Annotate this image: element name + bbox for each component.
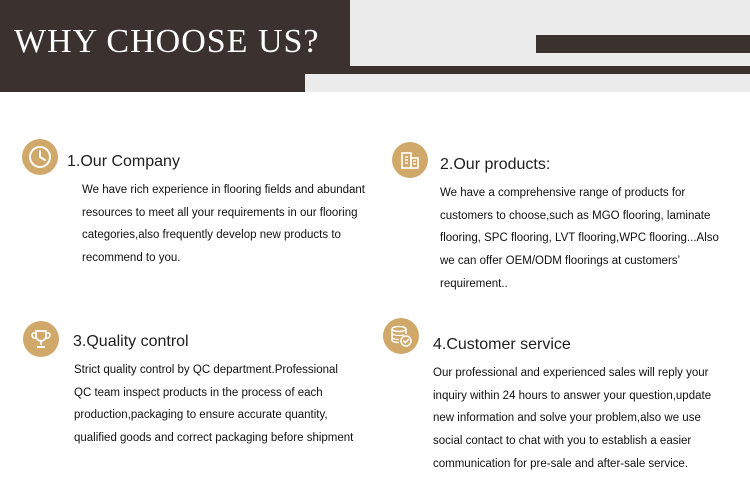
body-line: recommend to you. (82, 252, 181, 265)
section-title: 2.Our products: (440, 156, 551, 173)
body-line: communication for pre-sale and after-sale service. (433, 457, 689, 470)
header-underline (0, 83, 305, 92)
section-body (74, 359, 353, 450)
body-line: production,packaging to ensure accurate quantity, (74, 409, 328, 422)
section-body (433, 362, 711, 475)
header-grey-strip (305, 74, 750, 92)
trophy-icon (23, 321, 59, 357)
header-accent-bar (536, 35, 750, 53)
body-line: qualified goods and correct packaging before shipment (74, 432, 354, 445)
section-body (440, 182, 719, 295)
body-line: categories,also frequently develop new products to (82, 229, 341, 242)
section-body (82, 179, 365, 270)
body-line: We have a comprehensive range of products for (440, 187, 686, 199)
body-line: new information and solve your problem,also we use (433, 412, 701, 425)
header-title-block (0, 0, 350, 88)
page-title: WHY CHOOSE US? (14, 23, 320, 60)
body-line: We have rich experience in flooring fields and abundant (82, 184, 365, 196)
body-line: social contact to chat with you to establish a easier (433, 435, 692, 448)
section-title: 3.Quality control (73, 333, 189, 350)
body-line: Strict quality control by QC department.Professional (74, 364, 338, 376)
body-line: customers to choose,such as MGO flooring, laminate (440, 209, 711, 222)
building-icon (392, 142, 428, 178)
database-check-icon (383, 318, 419, 354)
body-line: Our professional and experienced sales will reply your (433, 367, 709, 379)
clock-icon (22, 139, 58, 175)
body-line: requirement.. (440, 277, 508, 290)
body-line: resources to meet all your requirements in our flooring (82, 206, 358, 219)
body-line: QC team inspect products in the process of each (74, 386, 323, 399)
header-right-background (350, 0, 750, 66)
header-band (0, 66, 750, 74)
section-title: 1.Our Company (67, 153, 180, 170)
body-line: flooring, SPC flooring, LVT flooring,WPC flooring...Also (440, 232, 719, 245)
body-line: inquiry within 24 hours to answer your question,update (433, 389, 712, 402)
section-title: 4.Customer service (433, 336, 571, 353)
body-line: we can offer OEM/ODM floorings at customers’ (440, 255, 681, 268)
